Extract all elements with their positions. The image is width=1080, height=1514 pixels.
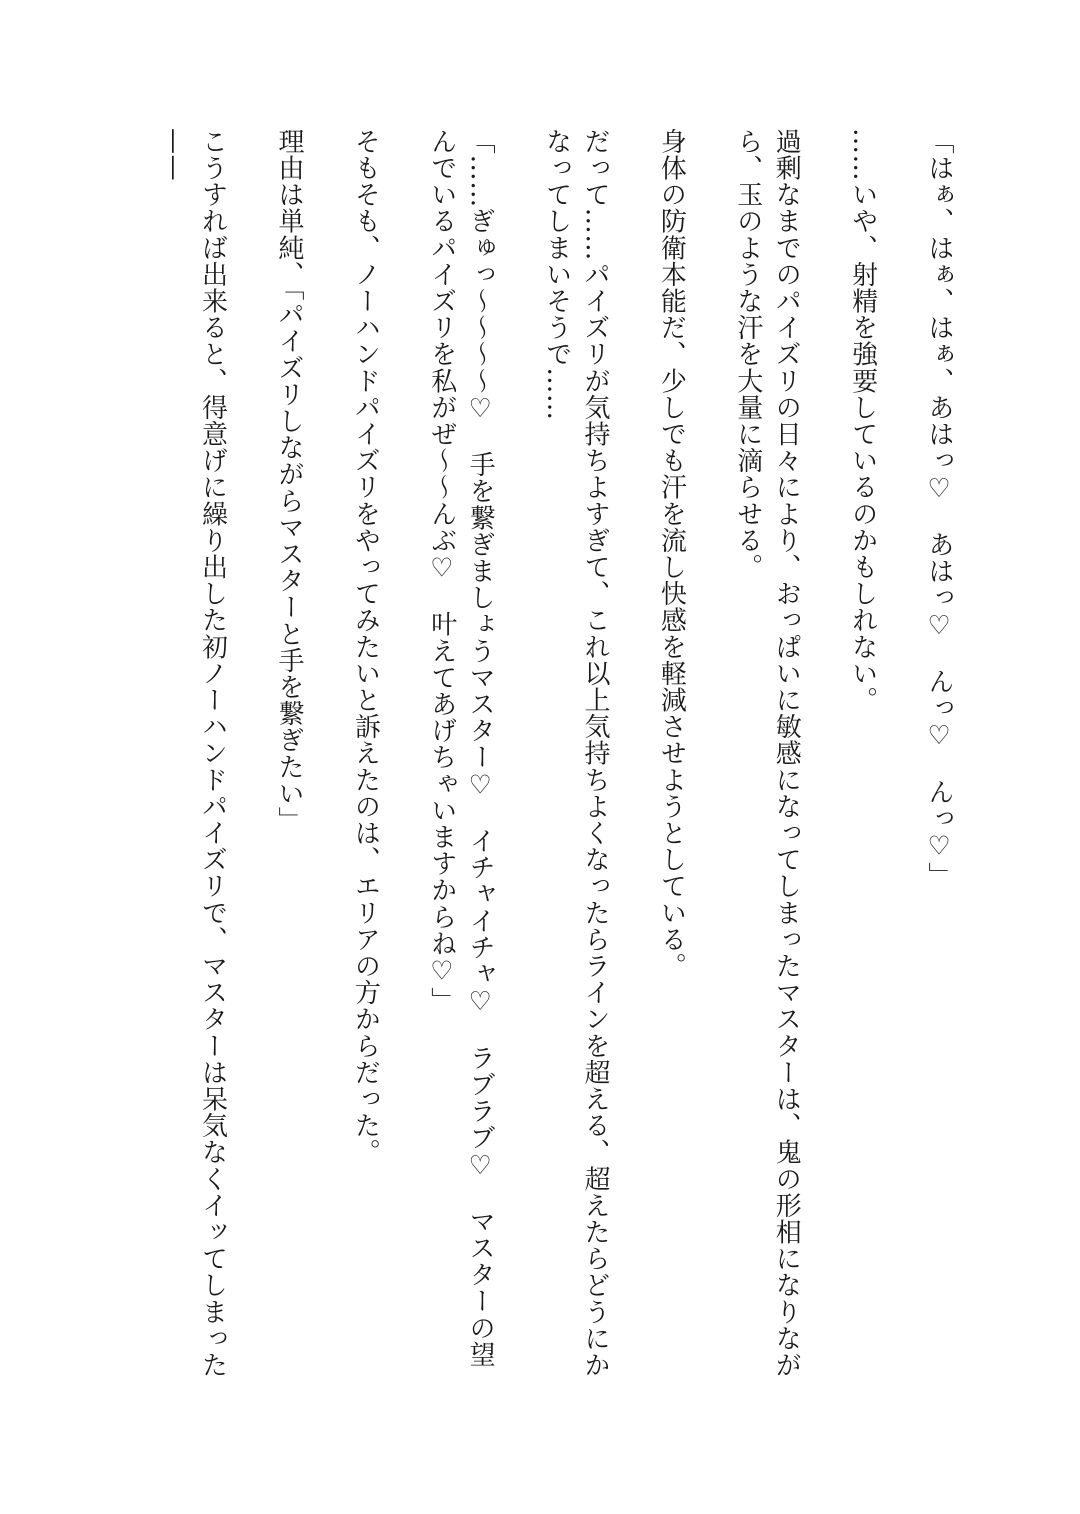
vertical-text-body <box>155 128 958 1388</box>
paragraph-4: 身体の防衛本能だ、少しでも汗を流し快感を軽減させようとしている。 <box>656 128 687 980</box>
paragraph-7: そもそも、ノーハンドパイズリをやってみたいと訴えたのは、エリアの方からだった。 <box>350 128 381 1166</box>
paragraph-1: 「はぁ、はぁ、はぁ、あはっ♡ あはっ♡ んっ♡ んっ♡」 <box>924 128 954 889</box>
paragraph-8: 理由は単純、「パイズリしながらマスターと手を繋ぎたい」 <box>273 128 304 834</box>
paragraph-6: 「……ぎゅっ〜〜〜〜♡ 手を繋ぎましょうマスター♡ イチャイチャ♡ ラブラブ♡ マスターの望んでいるパイズリを私がぜ〜〜んぶ♡ 叶えてあげちゃいますからね♡」 <box>426 128 496 1368</box>
paragraph-2: ……いや、射精を強要しているのかもしれない。 <box>847 128 878 714</box>
paragraph-9: こうすれば出来ると、得意げに繰り出した初ノーハンドパイズリで、マスターは呆気なくイッてしまった—— <box>159 128 228 1379</box>
paragraph-5: だって……パイズリが気持ちよすぎて、これ以上気持ちよくなったらラインを超える、超えたらどうにかなってしまいそうで…… <box>541 128 610 1379</box>
paragraph-3: 過剰なまでのパイズリの日々により、おっぱいに敏感になってしまったマスターは、鬼の形相になりながら、玉のような汗を大量に滴らせる。 <box>732 128 802 1379</box>
